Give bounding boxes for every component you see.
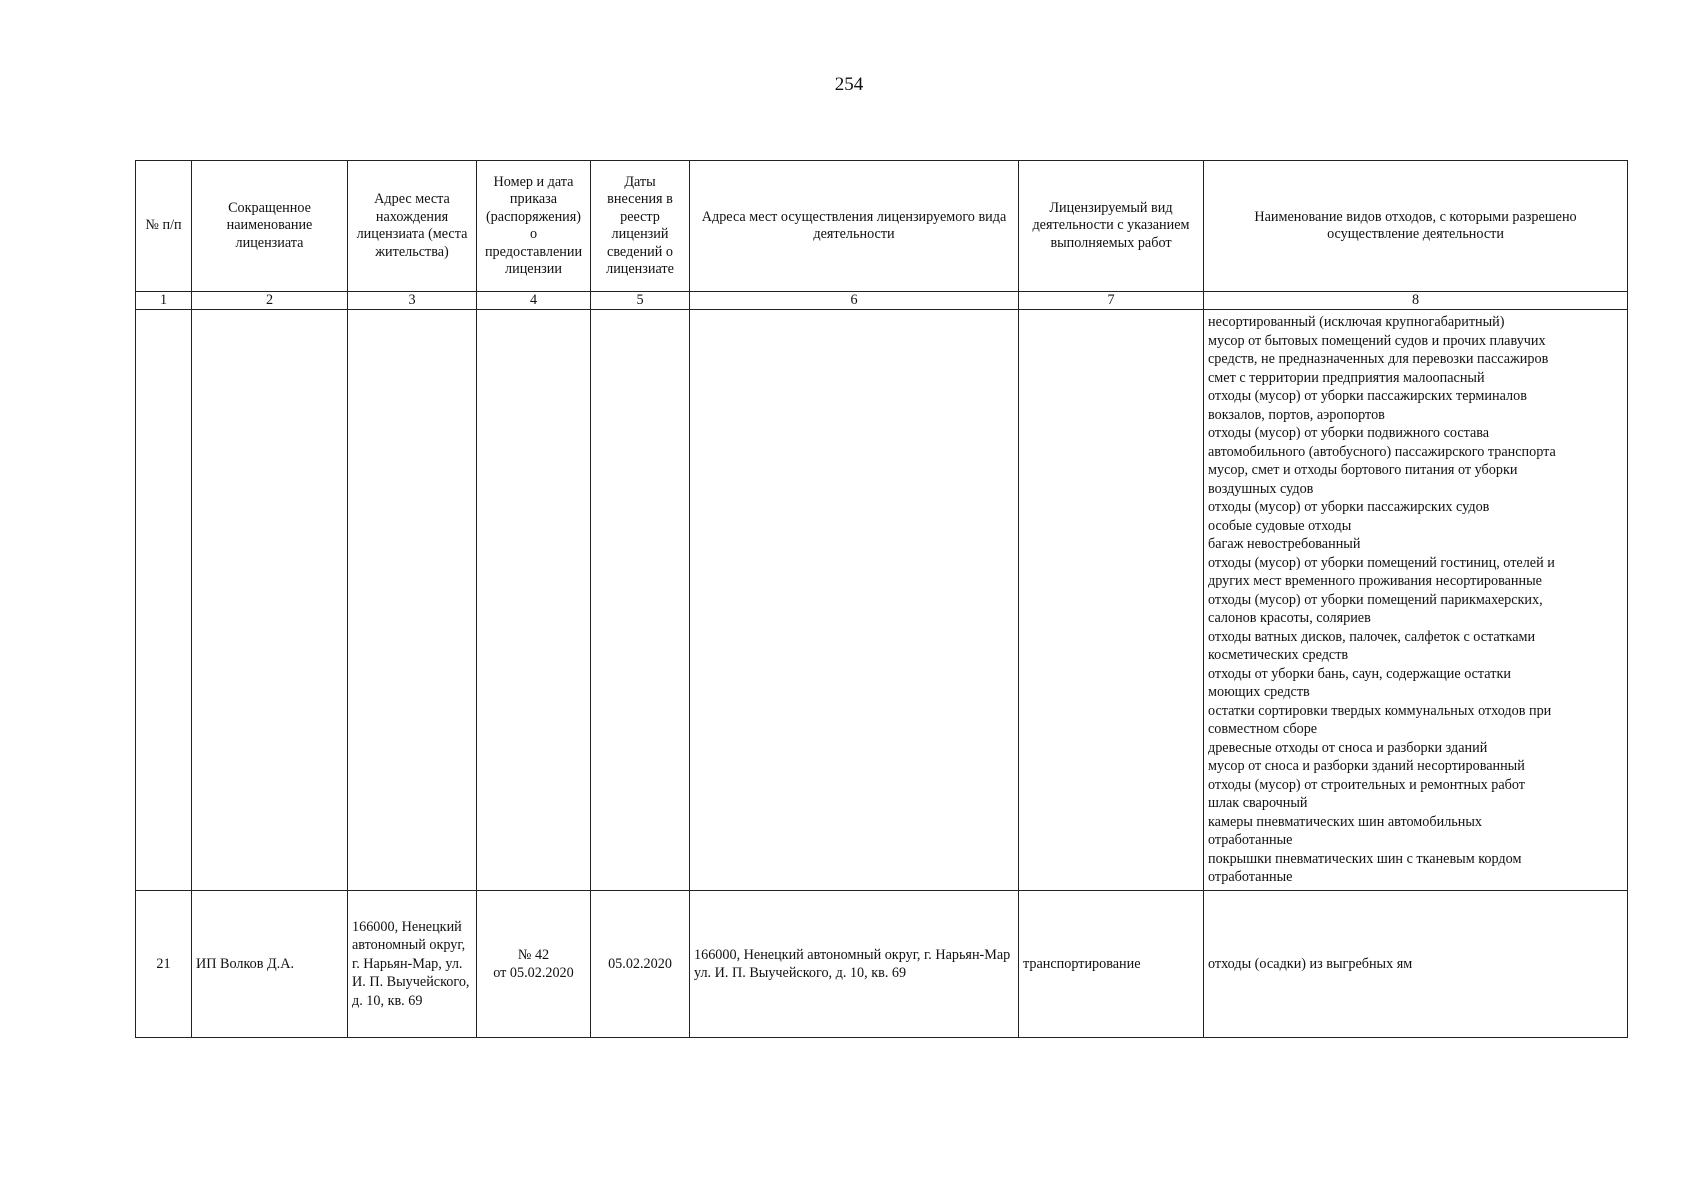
row-number: 21 — [136, 891, 192, 1038]
waste-type-line: особые судовые отходы — [1208, 517, 1352, 534]
empty-cell — [690, 310, 1019, 891]
waste-type-line: средств, не предназначенных для перевозки пассажиров — [1208, 351, 1549, 368]
column-number: 5 — [591, 292, 690, 310]
header-licensee-address: Адрес места нахождения лицензиата (места жительства) — [348, 161, 477, 292]
header-registry-dates: Даты внесения в реестр лицензий сведений о лицензиате — [591, 161, 690, 292]
empty-cell — [192, 310, 348, 891]
waste-type-line: отходы (мусор) от строительных и ремонтных работ — [1208, 776, 1525, 793]
waste-type-line: древесные отходы от сноса и разборки зданий — [1208, 739, 1488, 756]
continuation-row — [136, 310, 1628, 891]
column-number: 3 — [348, 292, 477, 310]
waste-type-line: багаж невостребованный — [1208, 536, 1361, 553]
waste-type-line: отработанные — [1208, 869, 1293, 886]
license-register-table — [135, 160, 1628, 1038]
waste-type-line: камеры пневматических шин автомобильных — [1208, 813, 1482, 830]
waste-type-line: других мест временного проживания несортированные — [1208, 573, 1542, 590]
waste-type-line: совместном сборе — [1208, 721, 1318, 738]
waste-type-line: шлак сварочный — [1208, 795, 1308, 812]
header-activity-type: Лицензируемый вид деятельности с указанием выполняемых работ — [1019, 161, 1204, 292]
empty-cell — [348, 310, 477, 891]
licensee-name: ИП Волков Д.А. — [192, 891, 348, 1038]
waste-type-line: покрышки пневматических шин с тканевым кордом — [1208, 850, 1522, 867]
waste-type-line: несортированный (исключая крупногабаритный) — [1208, 314, 1505, 331]
waste-type-line: отходы от уборки бань, саун, содержащие остатки — [1208, 665, 1511, 682]
column-number: 1 — [136, 292, 192, 310]
waste-type-line: косметических средств — [1208, 647, 1349, 664]
waste-type-line: воздушных судов — [1208, 480, 1314, 497]
waste-type-line: моющих средств — [1208, 684, 1310, 701]
order-date: от 05.02.2020 — [493, 965, 574, 981]
order-number: № 42 — [517, 946, 550, 963]
page-number: 254 — [834, 74, 864, 95]
waste-type-line: остатки сортировки твердых коммунальных отходов при — [1208, 702, 1552, 719]
empty-cell — [136, 310, 192, 891]
table-row — [136, 891, 1628, 1038]
waste-type-line: автомобильного (автобусного) пассажирского транспорта — [1208, 443, 1556, 460]
header-number: № п/п — [136, 161, 192, 292]
waste-type-line: мусор, смет и отходы бортового питания от уборки — [1208, 462, 1518, 479]
waste-type-line: отходы ватных дисков, палочек, салфеток с остатками — [1208, 628, 1536, 645]
header-waste-types: Наименование видов отходов, с которыми разрешено осуществление деятельности — [1204, 161, 1628, 292]
header-activity-addresses: Адреса мест осуществления лицензируемого вида деятельности — [690, 161, 1019, 292]
order-cell — [477, 891, 591, 1038]
waste-type-line: мусор от бытовых помещений судов и прочих плавучих — [1208, 332, 1546, 349]
column-number: 6 — [690, 292, 1019, 310]
waste-type-line: отходы (мусор) от уборки пассажирских судов — [1208, 499, 1490, 516]
waste-types: отходы (осадки) из выгребных ям — [1204, 891, 1628, 1038]
waste-type-line: отходы (мусор) от уборки помещений гостиниц, отелей и — [1208, 554, 1555, 571]
waste-type-line: отходы (мусор) от уборки подвижного состава — [1208, 425, 1490, 442]
waste-type-line: отходы (мусор) от уборки помещений парикмахерских, — [1208, 591, 1543, 608]
empty-cell — [1019, 310, 1204, 891]
empty-cell — [591, 310, 690, 891]
column-number: 2 — [192, 292, 348, 310]
empty-cell — [477, 310, 591, 891]
waste-type-line: мусор от сноса и разборки зданий несортированный — [1208, 758, 1525, 775]
waste-type-line: смет с территории предприятия малоопасный — [1208, 369, 1485, 386]
column-number-row — [136, 292, 1628, 310]
activity-type: транспортирование — [1019, 891, 1204, 1038]
licensee-address: 166000, Ненецкий автономный округ, г. Нарьян-Мар, ул. И. П. Выучейского, д. 10, кв. 69 — [348, 891, 477, 1038]
waste-type-line: отработанные — [1208, 832, 1293, 849]
header-licensee-name: Сокращенное наименование лицензиата — [192, 161, 348, 292]
waste-types-continuation-cell — [1204, 310, 1628, 891]
column-number: 7 — [1019, 292, 1204, 310]
waste-type-line: салонов красоты, соляриев — [1208, 610, 1371, 627]
column-number: 4 — [477, 292, 591, 310]
registry-date: 05.02.2020 — [591, 891, 690, 1038]
header-row — [136, 161, 1628, 292]
activity-address: 166000, Ненецкий автономный округ, г. Нарьян-Мар ул. И. П. Выучейского, д. 10, кв. 69 — [690, 891, 1019, 1038]
header-order: Номер и дата приказа (распоряжения) о предоставлении лицензии — [477, 161, 591, 292]
waste-type-line: вокзалов, портов, аэропортов — [1208, 406, 1385, 423]
column-number: 8 — [1204, 292, 1628, 310]
waste-type-line: отходы (мусор) от уборки пассажирских терминалов — [1208, 388, 1527, 405]
